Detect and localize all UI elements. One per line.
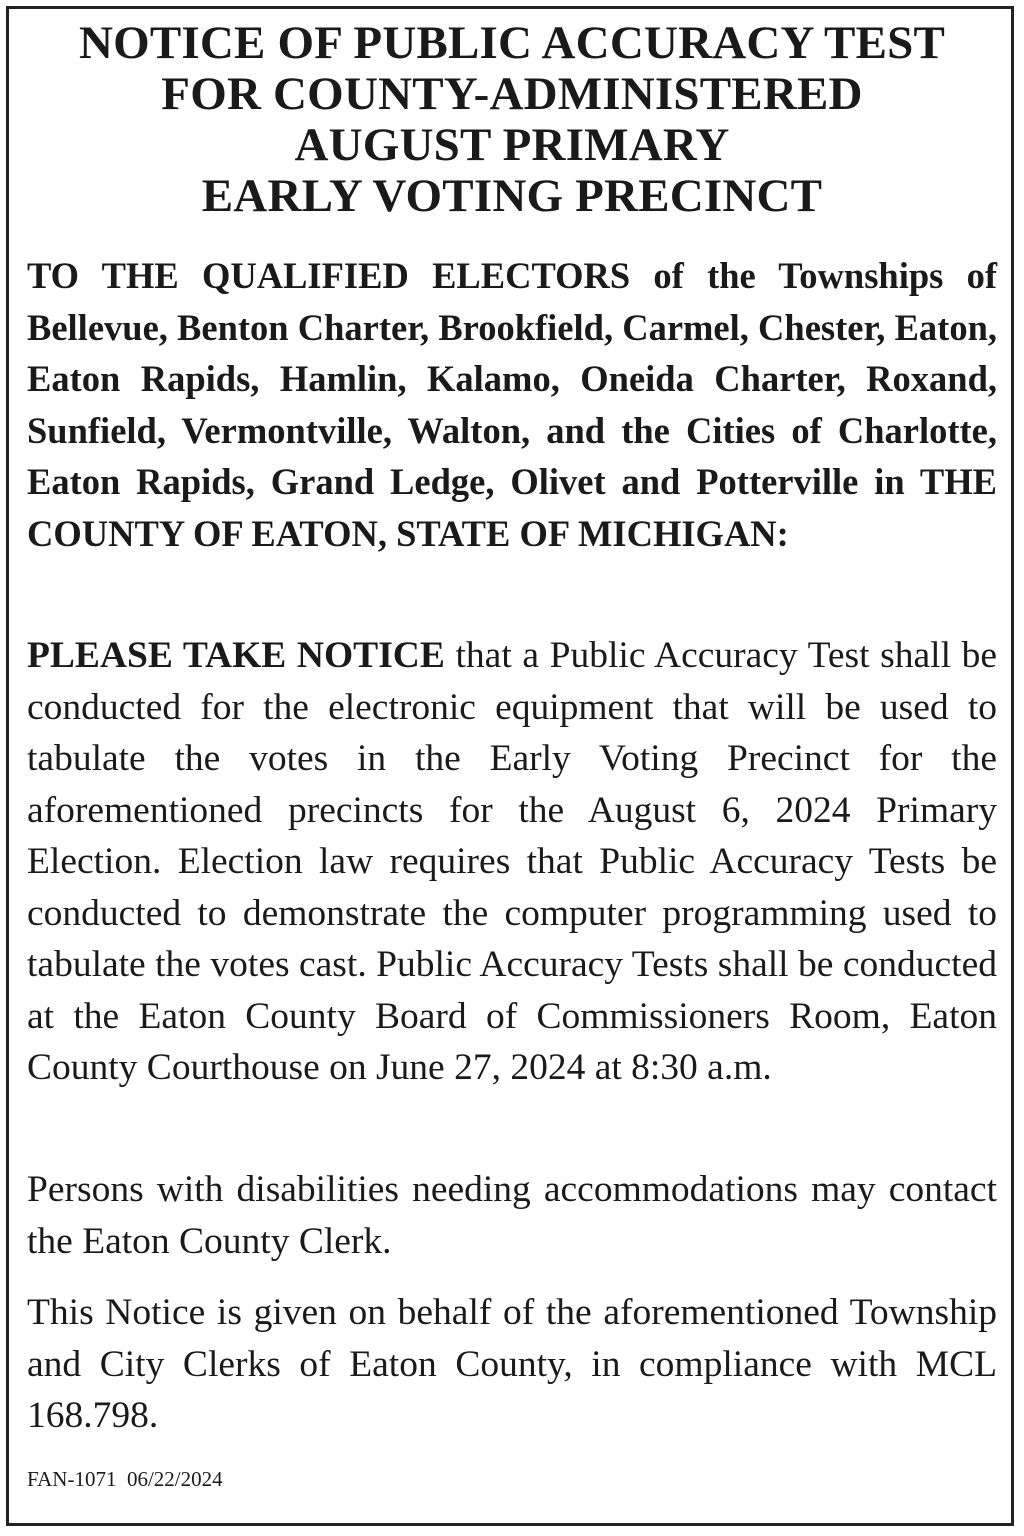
notice-paragraph — [27, 630, 997, 1094]
footer-date: 06/22/2024 — [126, 1467, 223, 1491]
disabilities-paragraph: Persons with disabilities needing accommodations may contact the Eaton County Clerk. — [27, 1169, 997, 1262]
behalf-paragraph: This Notice is given on behalf of the aforementioned Township and City Clerks of Eaton County, in compliance with MCL 168.798. — [27, 1292, 997, 1436]
footer-reference — [27, 1467, 223, 1492]
notice-body: that a Public Accuracy Test shall be conducted for the electronic equipment that will be used to tabulate the votes in the Early Voting Precinct for the aforementioned precincts for the August 6, 2024 Primary Election. Election law requires that Public Accuracy Tests be conducted to demonstrate the computer programming used to tabulate the votes cast. Public Accuracy Tests shall be conducted at the Eaton County Board of Commissioners Room, Eaton County Courthouse on June 27, 2024 at 8:30 a.m. — [27, 635, 997, 1088]
title-line: NOTICE OF PUBLIC ACCURACY TEST — [78, 17, 946, 69]
title-line: FOR COUNTY-ADMINISTERED — [161, 68, 863, 120]
notice-lead: PLEASE TAKE NOTICE — [27, 635, 445, 676]
title-line: EARLY VOTING PRECINCT — [201, 170, 823, 222]
footer-id: FAN-1071 — [27, 1467, 117, 1491]
notice-title — [20, 18, 1004, 222]
electors-paragraph: TO THE QUALIFIED ELECTORS of the Townships of Bellevue, Benton Charter, Brookfield, Carmel, Chester, Eaton, Eaton Rapids, Hamlin, Kalamo, Oneida Charter, Roxand, Sunfield, Vermontville, Walton, and the Cities of Charlotte, Eaton Rapids, Grand Ledge, Olivet and Potterville in THE COUNTY OF EATON, STATE OF MICHIGAN: — [27, 255, 997, 554]
title-line: AUGUST PRIMARY — [294, 119, 730, 171]
